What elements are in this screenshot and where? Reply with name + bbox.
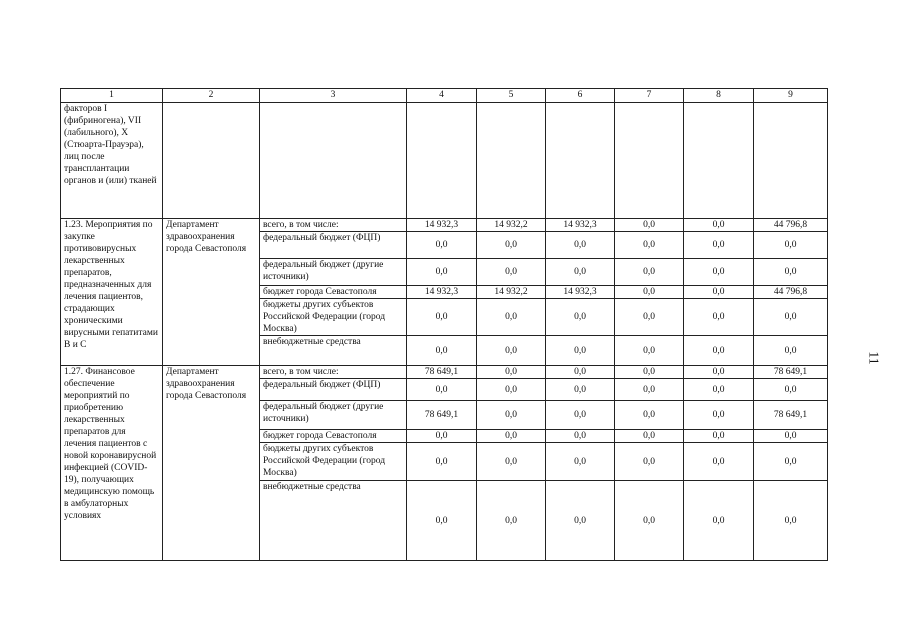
amount-cell: 0,0 (615, 336, 684, 366)
amount-cell: 0,0 (754, 336, 828, 366)
amount-cell: 14 932,2 (477, 219, 546, 232)
amount-cell: 0,0 (754, 430, 828, 443)
amount-cell: 14 932,2 (477, 286, 546, 299)
funding-source: всего, в том числе: (260, 219, 407, 232)
funding-source: внебюджетные средства (260, 336, 407, 366)
funding-source: внебюджетные средства (260, 481, 407, 561)
amount-cell: 0,0 (477, 401, 546, 430)
amount-cell: 0,0 (754, 299, 828, 336)
amount-cell: 0,0 (615, 299, 684, 336)
continuation-row (61, 103, 828, 219)
header-cell: 7 (615, 89, 684, 103)
amount-cell: 0,0 (615, 232, 684, 259)
amount-cell: 0,0 (477, 259, 546, 286)
amount-cell: 44 796,8 (754, 219, 828, 232)
amount-cell: 14 932,3 (546, 286, 615, 299)
amount-cell: 0,0 (684, 430, 754, 443)
amount-cell: 0,0 (754, 443, 828, 481)
amount-cell: 0,0 (684, 219, 754, 232)
table-row (61, 219, 828, 232)
amount-cell: 0,0 (407, 443, 477, 481)
amount-cell: 0,0 (407, 430, 477, 443)
header-cell: 5 (477, 89, 546, 103)
amount-cell: 0,0 (477, 481, 546, 561)
amount-cell: 0,0 (754, 259, 828, 286)
page-number: 11 (865, 351, 881, 365)
amount-cell: 0,0 (754, 379, 828, 401)
funding-source: всего, в том числе: (260, 366, 407, 379)
amount-cell: 0,0 (546, 379, 615, 401)
amount-cell: 0,0 (407, 379, 477, 401)
measure-name: 1.27. Финансовое обеспечение мероприятий по приобретению лекарственных препаратов для лечения пациентов с новой коронавирусной инфекцией (COVID-19), получающих медицинскую помощь в амбулаторных условиях (61, 366, 163, 561)
funding-source: федеральный бюджет (другие источники) (260, 401, 407, 430)
amount-cell: 78 649,1 (407, 366, 477, 379)
amount-cell: 44 796,8 (754, 286, 828, 299)
amount-cell: 0,0 (684, 443, 754, 481)
amount-cell: 0,0 (477, 443, 546, 481)
amount-cell: 0,0 (477, 299, 546, 336)
amount-cell: 0,0 (684, 379, 754, 401)
funding-source: бюджеты других субъектов Российской Федерации (город Москва) (260, 443, 407, 481)
amount-cell: 0,0 (546, 232, 615, 259)
amount-cell: 0,0 (615, 286, 684, 299)
funding-source: бюджет города Севастополя (260, 430, 407, 443)
amount-cell: 0,0 (477, 430, 546, 443)
header-cell: 8 (684, 89, 754, 103)
amount-cell: 0,0 (754, 481, 828, 561)
amount-cell: 0,0 (546, 299, 615, 336)
header-cell: 1 (61, 89, 163, 103)
amount-cell: 0,0 (407, 299, 477, 336)
amount-cell: 0,0 (684, 232, 754, 259)
amount-cell: 0,0 (546, 259, 615, 286)
amount-cell: 0,0 (684, 259, 754, 286)
amount-cell: 0,0 (546, 401, 615, 430)
amount-cell: 0,0 (684, 299, 754, 336)
header-cell: 4 (407, 89, 477, 103)
header-cell: 3 (260, 89, 407, 103)
amount-cell: 14 932,3 (407, 219, 477, 232)
amount-cell: 0,0 (546, 366, 615, 379)
amount-cell: 0,0 (407, 481, 477, 561)
amount-cell: 0,0 (754, 232, 828, 259)
department-name: Департамент здравоохранения города Севастополя (163, 219, 260, 366)
funding-source: бюджеты других субъектов Российской Федерации (город Москва) (260, 299, 407, 336)
amount-cell: 0,0 (407, 336, 477, 366)
amount-cell: 0,0 (615, 481, 684, 561)
amount-cell: 0,0 (477, 232, 546, 259)
amount-cell: 0,0 (407, 232, 477, 259)
measure-name: 1.23. Мероприятия по закупке противовирусных лекарственных препаратов, предназначенных для лечения пациентов, страдающих хроническими вирусными гепатитами В и С (61, 219, 163, 366)
amount-cell: 0,0 (684, 481, 754, 561)
header-cell: 6 (546, 89, 615, 103)
header-row (61, 89, 828, 103)
amount-cell: 0,0 (546, 481, 615, 561)
amount-cell: 0,0 (684, 401, 754, 430)
table-row (61, 366, 828, 379)
amount-cell: 0,0 (615, 443, 684, 481)
amount-cell: 14 932,3 (407, 286, 477, 299)
amount-cell: 78 649,1 (407, 401, 477, 430)
amount-cell: 78 649,1 (754, 366, 828, 379)
amount-cell: 0,0 (546, 443, 615, 481)
amount-cell: 0,0 (477, 366, 546, 379)
header-cell: 9 (754, 89, 828, 103)
amount-cell: 78 649,1 (754, 401, 828, 430)
department-name: Департамент здравоохранения города Севастополя (163, 366, 260, 561)
amount-cell: 0,0 (615, 219, 684, 232)
amount-cell: 0,0 (615, 366, 684, 379)
funding-source: федеральный бюджет (ФЦП) (260, 379, 407, 401)
budget-table (60, 88, 828, 561)
amount-cell: 0,0 (615, 379, 684, 401)
amount-cell: 0,0 (615, 259, 684, 286)
header-cell: 2 (163, 89, 260, 103)
amount-cell: 0,0 (684, 336, 754, 366)
funding-source: федеральный бюджет (ФЦП) (260, 232, 407, 259)
amount-cell: 0,0 (684, 366, 754, 379)
funding-source: федеральный бюджет (другие источники) (260, 259, 407, 286)
amount-cell: 0,0 (477, 379, 546, 401)
amount-cell: 0,0 (615, 430, 684, 443)
amount-cell: 0,0 (546, 336, 615, 366)
amount-cell: 0,0 (615, 401, 684, 430)
funding-source: бюджет города Севастополя (260, 286, 407, 299)
amount-cell: 0,0 (546, 430, 615, 443)
continuation-text: факторов I (фибриногена), VII (лабильного), X (Стюарта-Прауэра), лиц после трансплантации органов и (или) тканей (61, 103, 163, 219)
amount-cell: 0,0 (407, 259, 477, 286)
amount-cell: 14 932,3 (546, 219, 615, 232)
amount-cell: 0,0 (684, 286, 754, 299)
amount-cell: 0,0 (477, 336, 546, 366)
